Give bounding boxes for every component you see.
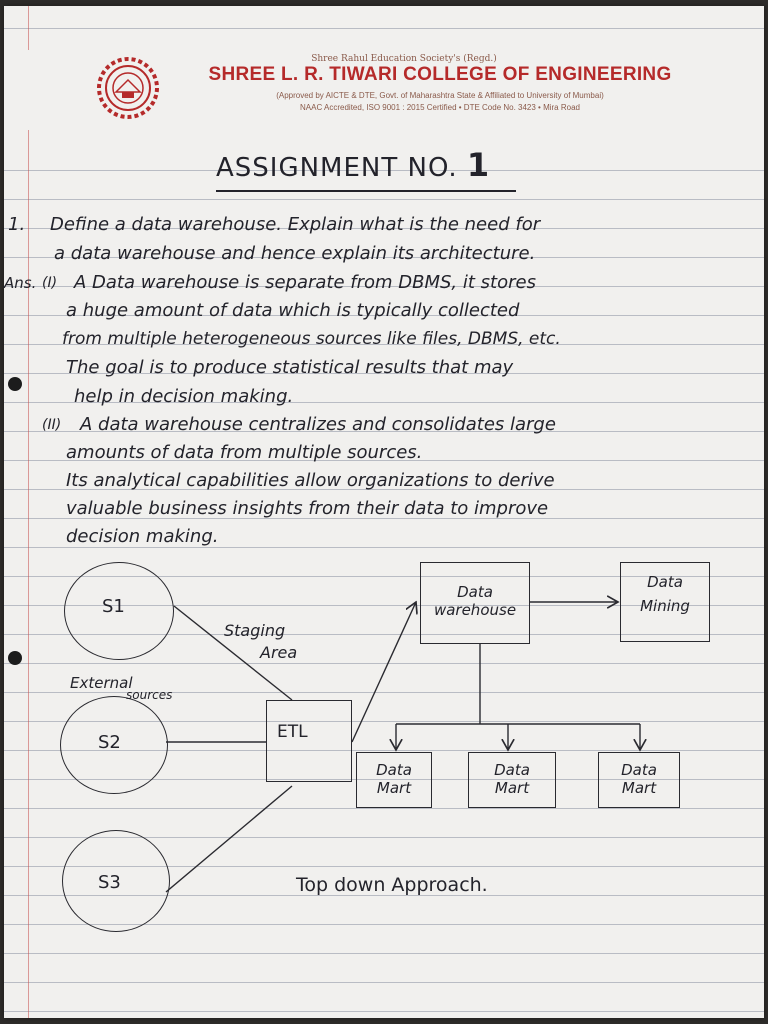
external-sources-label: sources: [126, 688, 173, 702]
answer-line: A Data warehouse is separate from DBMS, it stores: [74, 272, 536, 293]
diagram-caption: Top down Approach.: [296, 874, 488, 896]
answer-line: a huge amount of data which is typically collected: [66, 300, 520, 321]
mart-label: Mart: [494, 779, 530, 797]
question-line: Define a data warehouse. Explain what is the need for: [50, 214, 541, 235]
answer-line: valuable business insights from their data to improve: [66, 498, 549, 519]
warehouse-label: Data: [457, 583, 493, 601]
mining-label: Data: [647, 573, 683, 591]
question-number: 1.: [8, 214, 26, 235]
answer-line: A data warehouse centralizes and consolidates large: [80, 414, 556, 435]
data-warehouse-node: [420, 562, 530, 644]
mart-label: Mart: [621, 779, 657, 797]
etl-label: ETL: [277, 722, 308, 742]
assignment-title-text: ASSIGNMENT NO.: [216, 153, 458, 183]
data-mart-node: [468, 752, 556, 808]
staging-area-label: Area: [260, 643, 298, 662]
source-label: S1: [102, 596, 125, 617]
answer-label: Ans.: [4, 274, 37, 292]
etl-node: [266, 700, 352, 782]
answer-line: amounts of data from multiple sources.: [66, 442, 423, 463]
warehouse-label: warehouse: [433, 601, 517, 619]
answer-line: decision making.: [66, 526, 219, 547]
society-name: Shree Rahul Education Society's (Regd.): [311, 54, 497, 64]
mart-label: Data: [376, 761, 412, 779]
point-marker: (II): [42, 417, 62, 433]
source-label: S2: [98, 732, 121, 753]
answer-line: The goal is to produce statistical results that may: [66, 357, 514, 378]
mart-label: Data: [494, 761, 530, 779]
mining-label: Mining: [640, 597, 690, 615]
answer-line: Its analytical capabilities allow organizations to derive: [66, 470, 555, 491]
mart-label: Mart: [376, 779, 412, 797]
assignment-number: 1: [466, 146, 491, 184]
approval-text: (Approved by AICTE & DTE, Govt. of Maharashtra State & Affiliated to University of Mumbai): [276, 91, 604, 100]
accreditation-text: NAAC Accredited, ISO 9001 : 2015 Certified • DTE Code No. 3423 • Mira Road: [300, 103, 580, 112]
point-marker: (I): [42, 275, 58, 291]
connector-s3-etl: [166, 786, 292, 892]
data-mining-node: [620, 562, 710, 642]
external-sources-label: External: [70, 674, 133, 692]
source-label: S3: [98, 872, 121, 893]
notebook-page: [4, 6, 764, 1018]
mart-label: Data: [621, 761, 657, 779]
connector-etl-warehouse: [352, 602, 416, 742]
answer-line: help in decision making.: [74, 386, 294, 407]
data-mart-node: [356, 752, 432, 808]
staging-area-label: Staging: [224, 621, 286, 640]
data-mart-node: [598, 752, 680, 808]
college-name: SHREE L. R. TIWARI COLLEGE OF ENGINEERING: [208, 64, 672, 85]
question-line: a data warehouse and hence explain its architecture.: [54, 243, 536, 264]
answer-line: from multiple heterogeneous sources like files, DBMS, etc.: [62, 329, 561, 349]
